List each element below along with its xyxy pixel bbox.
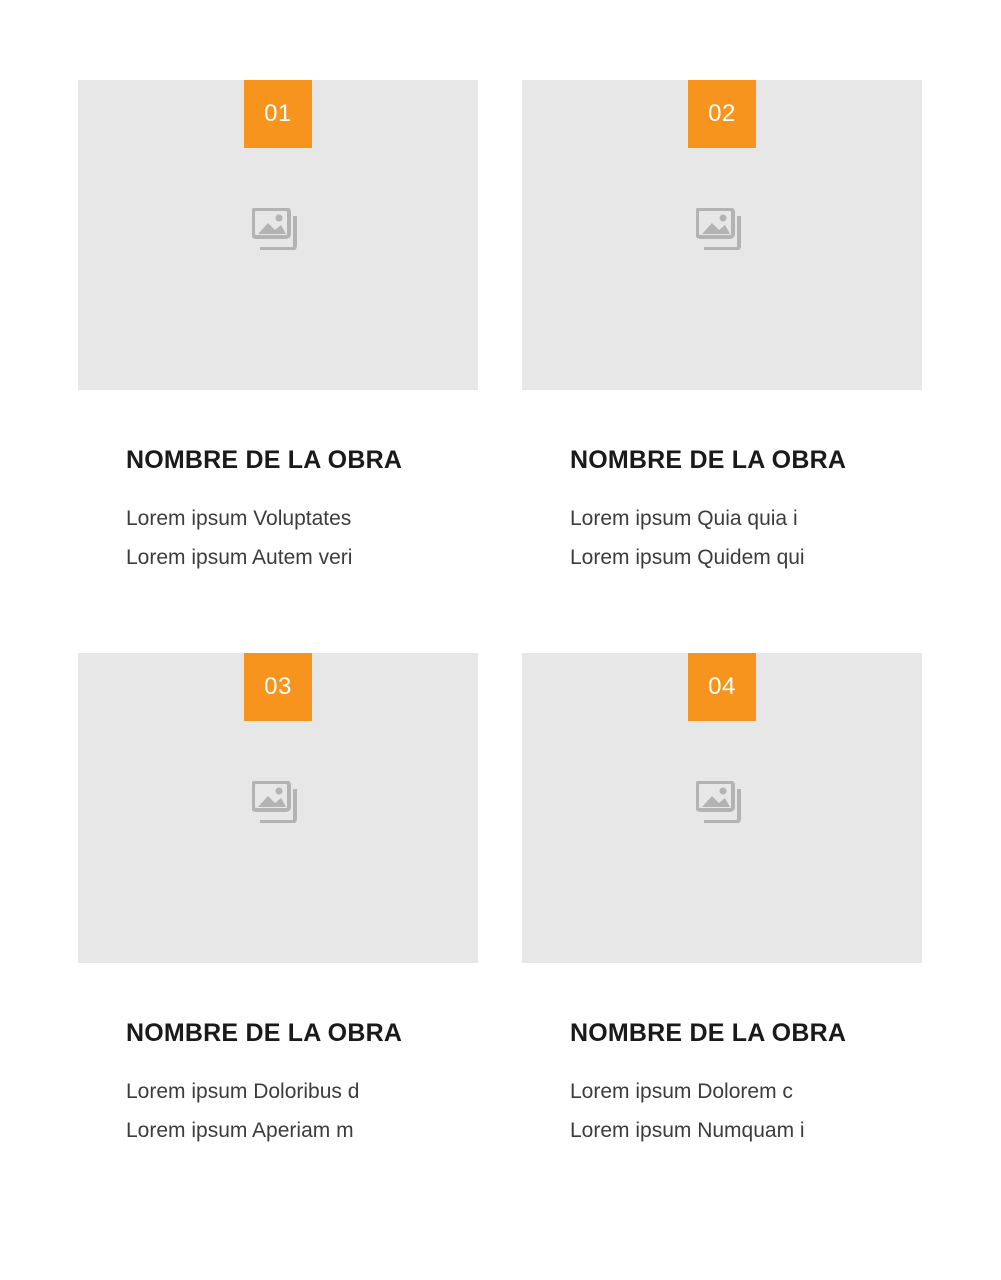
card-description [126,499,478,577]
card-grid [78,80,923,1150]
image-placeholder[interactable] [78,80,478,390]
image-placeholder-icon [78,781,478,823]
card-description-line: Lorem ipsum Doloribus d [126,1080,360,1103]
card-description [570,499,922,577]
card-item [78,80,478,577]
card-description-line: Lorem ipsum Dolorem c [570,1080,793,1103]
card-number-badge: 03 [244,653,312,721]
image-placeholder[interactable] [78,653,478,963]
card-item [522,80,922,577]
card-description-line: Lorem ipsum Quidem qui [570,546,805,569]
image-placeholder[interactable] [522,653,922,963]
image-placeholder-icon [522,208,922,250]
card-number-badge: 01 [244,80,312,148]
image-placeholder[interactable] [522,80,922,390]
card-description-line: Lorem ipsum Voluptates [126,507,352,530]
card-description-line: Lorem ipsum Quia quia i [570,507,798,530]
card-description-line: Lorem ipsum Numquam i [570,1119,805,1142]
image-placeholder-icon [78,208,478,250]
card-description-line: Lorem ipsum Autem veri [126,546,353,569]
card-description [570,1072,922,1150]
card-title: NOMBRE DE LA OBRA [570,446,847,474]
card-number-badge: 04 [688,653,756,721]
card-description-line: Lorem ipsum Aperiam m [126,1119,354,1142]
card-description [126,1072,478,1150]
card-item [522,653,922,1150]
card-title: NOMBRE DE LA OBRA [570,1019,847,1047]
card-title: NOMBRE DE LA OBRA [126,1019,403,1047]
card-number-badge: 02 [688,80,756,148]
card-title: NOMBRE DE LA OBRA [126,446,403,474]
card-item [78,653,478,1150]
image-placeholder-icon [522,781,922,823]
